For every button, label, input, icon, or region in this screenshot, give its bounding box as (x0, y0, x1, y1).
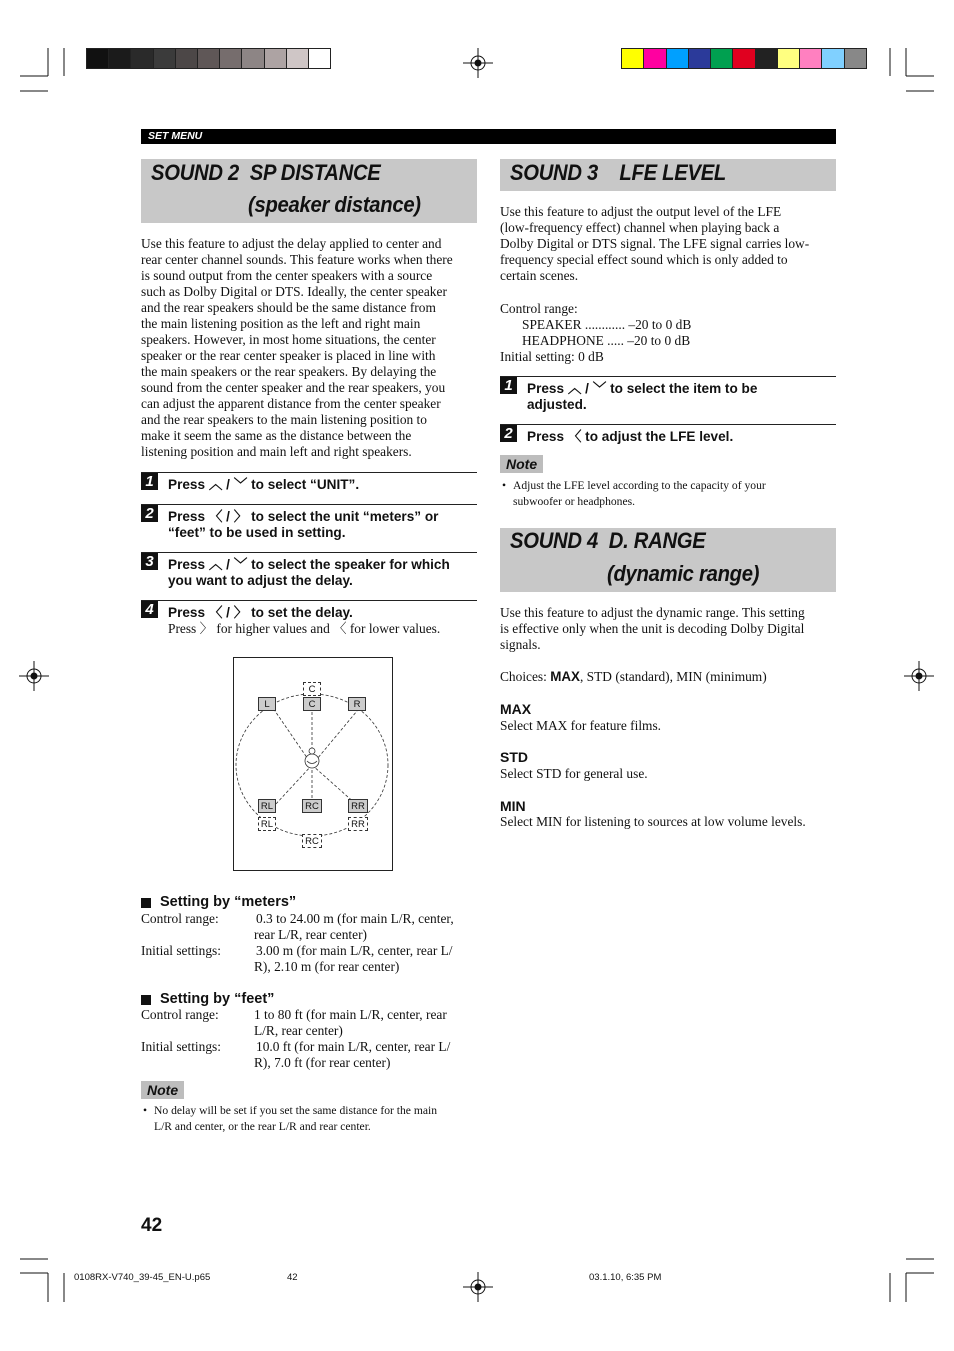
step-text-1: Press ︿ / ﹀ to select “UNIT”. (168, 477, 360, 492)
speaker-rc-alt: RC (302, 834, 322, 848)
left-note-bullet: • (143, 1104, 148, 1117)
choices-prefix: Choices: (500, 669, 551, 684)
listener-icon (305, 748, 319, 768)
step-rule-1 (141, 472, 477, 473)
footer-file: 0108RX-V740_39-45_EN-U.p65 (74, 1272, 211, 1283)
lfe-step-text-2: Press 〈 to adjust the LFE level. (527, 429, 734, 444)
speaker-rl: RL (258, 799, 276, 813)
speaker-r: R (348, 697, 366, 711)
body-line: Dolby Digital or DTS signal. The LFE signal carries low- (500, 236, 810, 251)
section-bar (141, 129, 836, 144)
lfe-headphone-range: HEADPHONE ..... –20 to 0 dB (522, 333, 691, 348)
color-swatch (87, 49, 108, 68)
color-swatch (219, 49, 241, 68)
meters-initial-label: Initial settings: (141, 943, 221, 958)
body-line: and the rear speakers to the main listening position to (141, 412, 427, 427)
step-number-3: 3 (141, 553, 158, 570)
body-line: Use this feature to adjust the output level of the LFE (500, 204, 782, 219)
lfe-title: SOUND 3 LFE LEVEL (510, 160, 727, 185)
step-rule-3 (141, 552, 477, 553)
option-std-desc: Select STD for general use. (500, 766, 648, 781)
color-swatch (286, 49, 308, 68)
option-min-name: MIN (500, 798, 526, 814)
body-line: (low-frequency effect) channel when playing back a (500, 220, 780, 235)
body-line: Use this feature to adjust the dynamic range. This setting (500, 605, 805, 620)
color-swatch (175, 49, 197, 68)
step-text-3: Press ︿ / ﹀ to select the speaker for which (168, 557, 450, 572)
sp-distance-body (141, 236, 481, 460)
body-line: Use this feature to adjust the delay applied to center and (141, 236, 442, 251)
drange-choices (500, 669, 767, 685)
lfe-note-text: Adjust the LFE level according to the capacity of your (513, 479, 766, 492)
lfe-step-text-1b: adjusted. (527, 397, 587, 412)
color-swatch (666, 49, 688, 68)
color-swatch (821, 49, 843, 68)
choices-bold: MAX (550, 669, 580, 684)
left-note-text-2: L/R and center, or the rear L/R and rear center. (154, 1120, 371, 1133)
color-swatch (153, 49, 175, 68)
lfe-body (500, 204, 840, 284)
body-line: the main speakers or the rear speakers. By delaying the (141, 364, 437, 379)
color-swatch (732, 49, 754, 68)
lfe-step-rule-1 (500, 376, 836, 377)
lfe-step-number-1: 1 (500, 377, 517, 394)
meters-initial-value: 3.00 m (for main L/R, center, rear L/ (256, 943, 453, 958)
option-min-desc: Select MIN for listening to sources at low volume levels. (500, 814, 806, 829)
color-swatch (622, 49, 643, 68)
color-swatch (777, 49, 799, 68)
color-swatch (241, 49, 263, 68)
option-std-name: STD (500, 749, 528, 765)
left-note-text: No delay will be set if you set the same distance for the main (154, 1104, 437, 1117)
color-swatch (108, 49, 130, 68)
lfe-note-bullet: • (502, 479, 507, 492)
color-swatch (643, 49, 665, 68)
body-line: signals. (500, 637, 541, 652)
lfe-initial-setting: Initial setting: 0 dB (500, 349, 604, 364)
option-max-desc: Select MAX for feature films. (500, 718, 662, 733)
color-bars (621, 48, 867, 69)
registration-mark-bottom (463, 1272, 493, 1302)
step-text-3b: you want to adjust the delay. (168, 573, 353, 588)
sp-distance-subtitle: (speaker distance) (248, 192, 421, 217)
lfe-step-text-1: Press ︿ / ﹀ to select the item to be (527, 381, 758, 396)
speaker-l: L (258, 697, 276, 711)
body-line: the main listening position as the left and right main (141, 316, 421, 331)
body-line: such as Dolby Digital or DTS. Ideally, the center speaker (141, 284, 447, 299)
body-line: rear center channel sounds. This feature works when there (141, 252, 453, 267)
feet-control-label: Control range: (141, 1007, 219, 1022)
step-text-2: Press 〈 / 〉 to select the unit “meters” or (168, 509, 439, 524)
meters-control-value-2: rear L/R, rear center) (254, 927, 367, 942)
color-swatch (755, 49, 777, 68)
color-swatch (688, 49, 710, 68)
step-number-2: 2 (141, 505, 158, 522)
registration-mark-top (463, 48, 493, 78)
body-line: is sound output from the center speakers with a source (141, 268, 433, 283)
feet-control-value: 1 to 80 ft (for main L/R, center, rear (254, 1007, 447, 1022)
choices-rest: , STD (standard), MIN (minimum) (579, 669, 767, 684)
sp-distance-title: SOUND 2 SP DISTANCE (151, 160, 381, 185)
step-text-2b: “feet” to be used in setting. (168, 525, 346, 540)
speaker-c-top: C (303, 682, 321, 696)
color-swatch (130, 49, 152, 68)
body-line: sound from the center speaker and the rear speakers, you (141, 380, 446, 395)
option-max-name: MAX (500, 701, 532, 717)
color-swatch (710, 49, 732, 68)
page-number: 42 (141, 1215, 163, 1236)
left-note-badge: Note (141, 1081, 184, 1099)
body-line: speakers. However, in most home situations, the center (141, 332, 436, 347)
step-sub-4: Press 〉 for higher values and 〈 for lower values. (168, 621, 441, 636)
feet-title: Setting by “feet” (160, 991, 275, 1007)
registration-mark-left (19, 661, 49, 691)
body-line: frequency special effect sound which is only added to (500, 252, 788, 267)
meters-control-value: 0.3 to 24.00 m (for main L/R, center, (256, 911, 454, 926)
body-line: can adjust the apparent distance from the center speaker (141, 396, 441, 411)
body-line: make it seem the same as the distance between the (141, 428, 412, 443)
meters-initial-value-2: R), 2.10 m (for rear center) (254, 959, 400, 974)
body-line: is effective only when the unit is decoding Dolby Digital (500, 621, 805, 636)
meters-control-label: Control range: (141, 911, 219, 926)
drange-title: SOUND 4 D. RANGE (510, 528, 706, 553)
body-line: listening position and main left and right speakers. (141, 444, 412, 459)
grayscale-bars (86, 48, 331, 69)
speaker-rc: RC (302, 799, 322, 813)
color-swatch (264, 49, 286, 68)
feet-control-value-2: L/R, rear center) (254, 1023, 343, 1038)
speaker-rr: RR (348, 799, 368, 813)
body-line: certain scenes. (500, 268, 579, 283)
lfe-step-rule-2 (500, 424, 836, 425)
lfe-note-badge: Note (500, 455, 543, 473)
body-line: speaker or the rear center speaker is placed in line with (141, 348, 436, 363)
step-text-4: Press 〈 / 〉 to set the delay. (168, 605, 353, 620)
lfe-speaker-range: SPEAKER ............ –20 to 0 dB (522, 317, 692, 332)
meters-title: Setting by “meters” (160, 894, 297, 910)
drange-body (500, 605, 840, 653)
step-number-1: 1 (141, 473, 158, 490)
speaker-rr-alt: RR (348, 817, 368, 831)
lfe-step-number-2: 2 (500, 425, 517, 442)
feet-initial-value-2: R), 7.0 ft (for rear center) (254, 1055, 391, 1070)
feet-initial-value: 10.0 ft (for main L/R, center, rear L/ (256, 1039, 451, 1054)
section-label: SET MENU (148, 130, 203, 142)
lfe-note-text-2: subwoofer or headphones. (513, 495, 636, 508)
color-swatch (308, 49, 330, 68)
body-line: and the rear speakers should be the same distance from (141, 300, 436, 315)
color-swatch (799, 49, 821, 68)
feet-bullet (141, 995, 151, 1005)
speaker-rl-alt: RL (258, 817, 276, 831)
footer-page: 42 (287, 1272, 298, 1283)
registration-mark-right (904, 661, 934, 691)
lfe-control-label: Control range: (500, 301, 578, 316)
step-rule-2 (141, 504, 477, 505)
feet-initial-label: Initial settings: (141, 1039, 221, 1054)
color-swatch (844, 49, 866, 68)
color-swatch (197, 49, 219, 68)
speaker-c: C (303, 697, 321, 711)
step-number-4: 4 (141, 601, 158, 618)
drange-subtitle: (dynamic range) (607, 561, 760, 586)
footer-date: 03.1.10, 6:35 PM (589, 1272, 662, 1283)
step-rule-4 (141, 600, 477, 601)
meters-bullet (141, 898, 151, 908)
